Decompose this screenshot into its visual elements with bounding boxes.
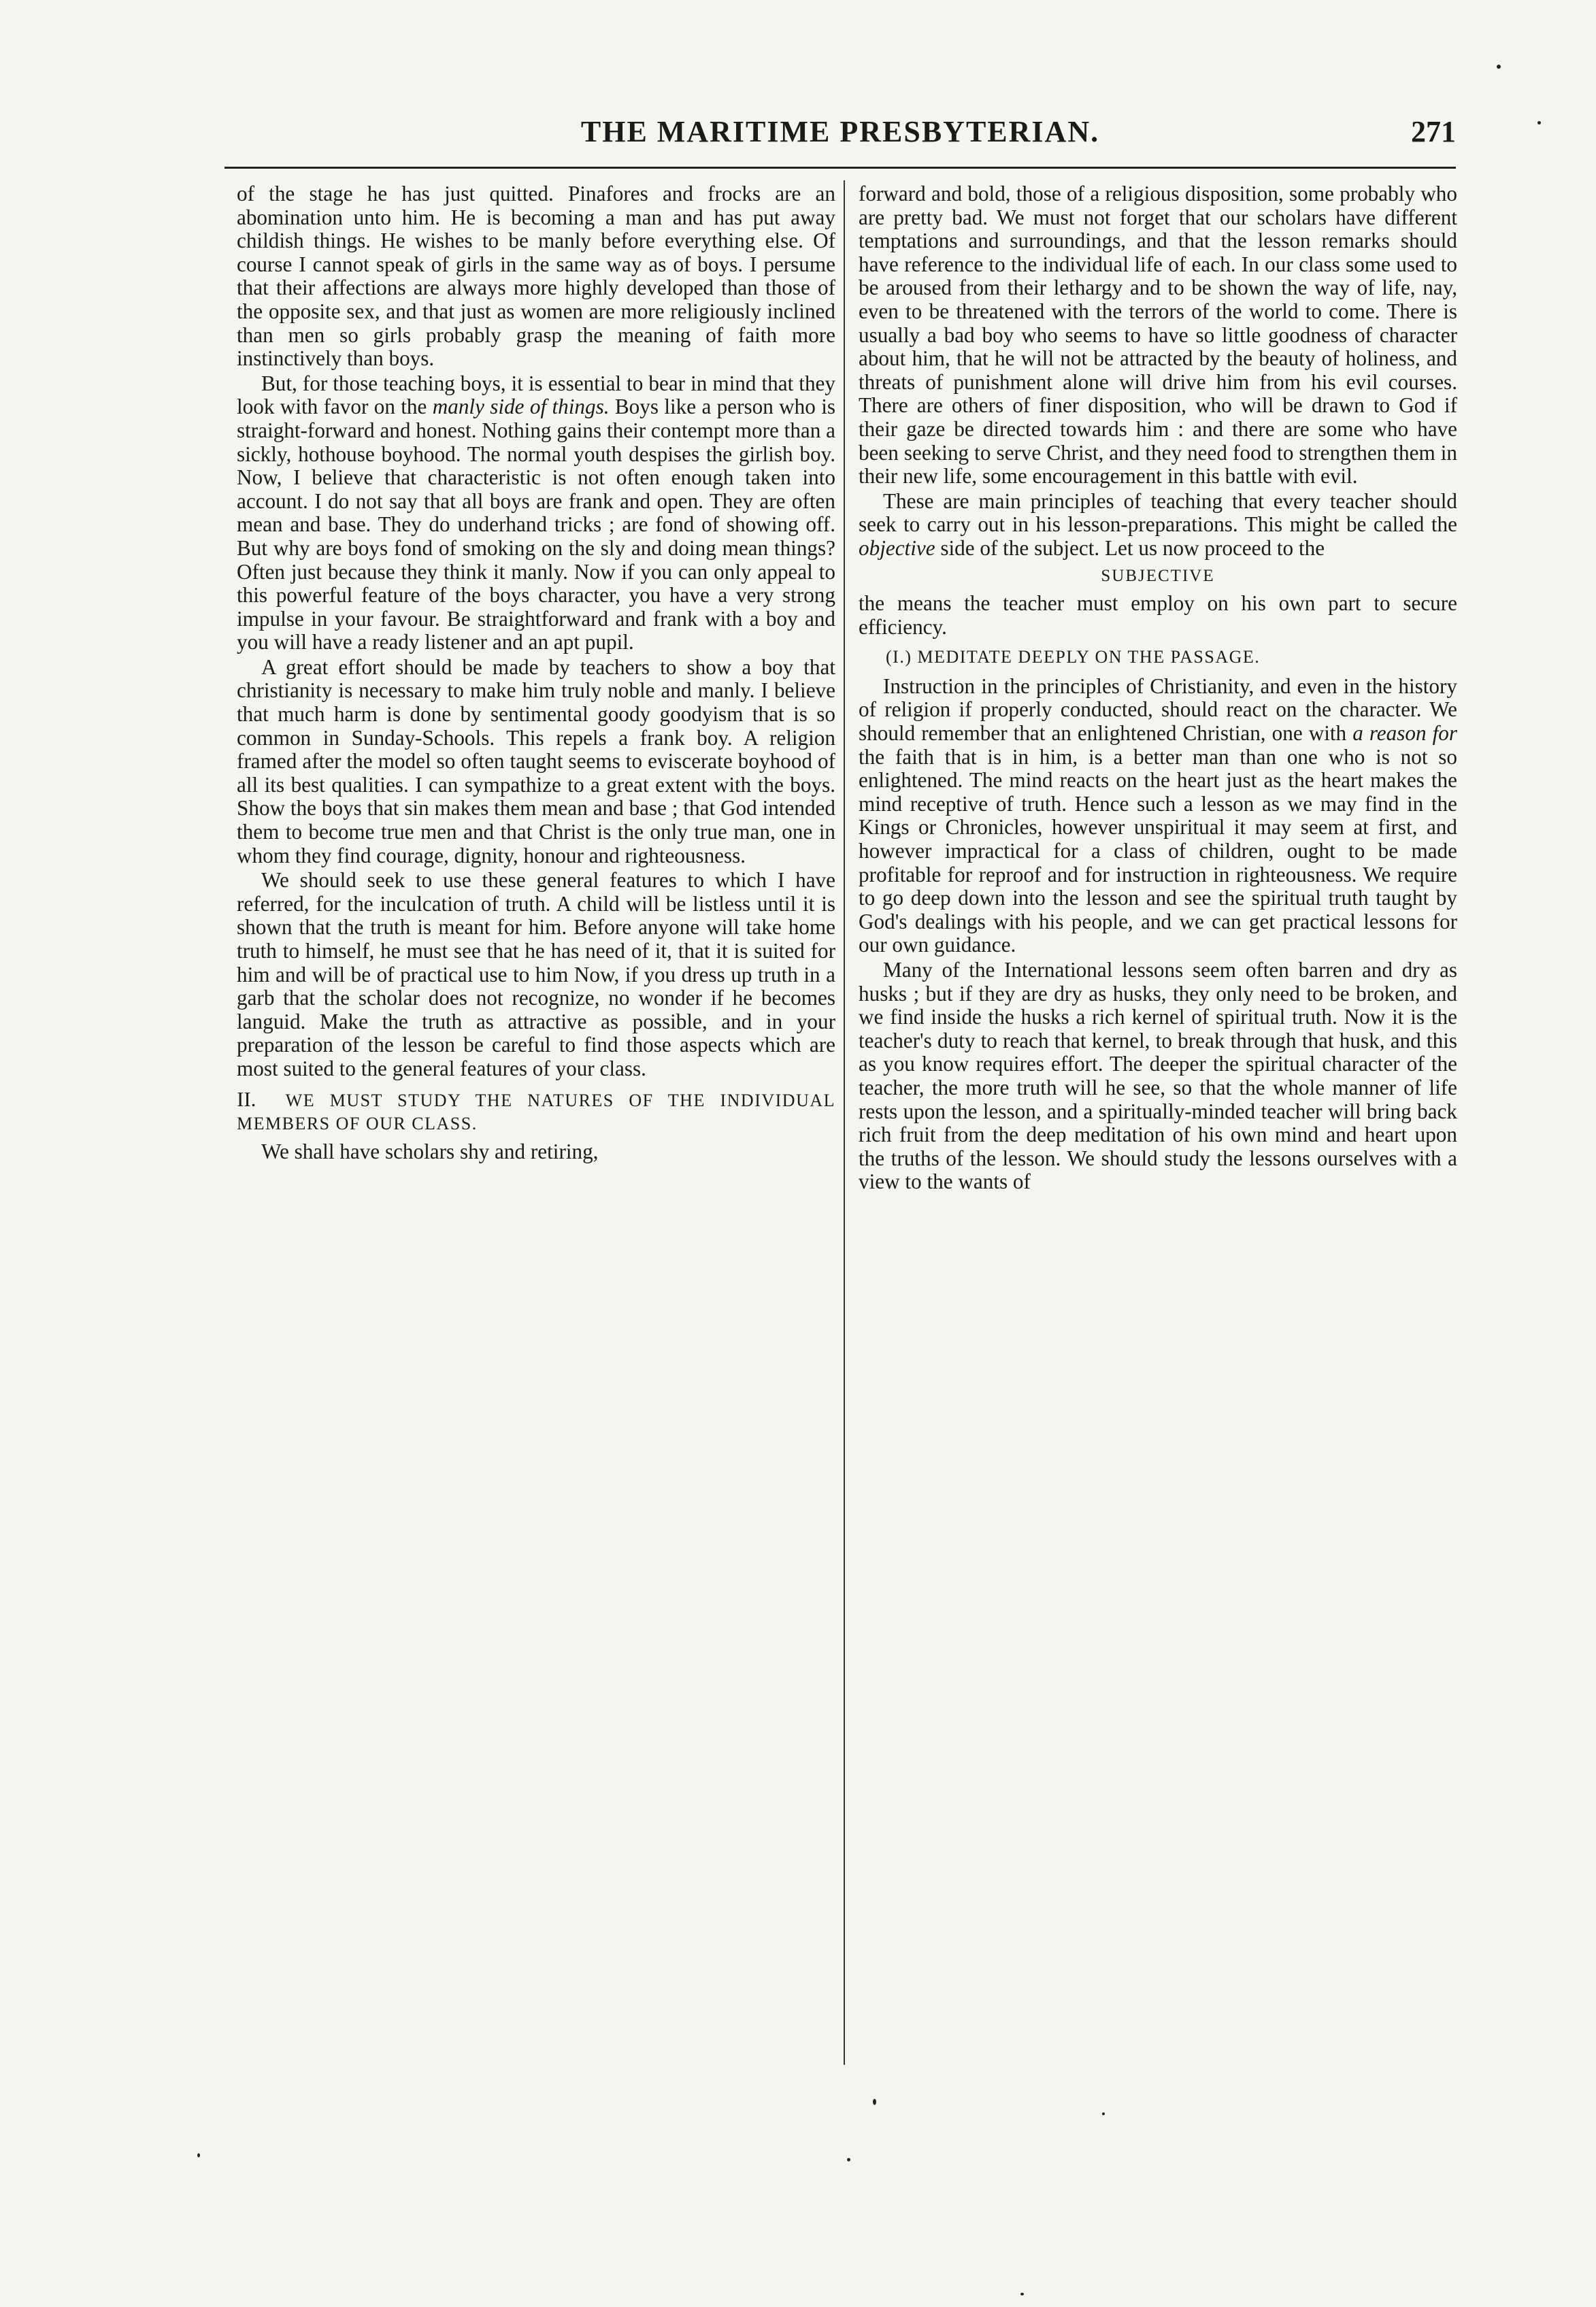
scan-speck [847, 2158, 850, 2161]
paragraph: the means the teacher must employ on his own part to secure efficiency. [859, 591, 1457, 639]
left-column [237, 182, 835, 1165]
right-column [859, 182, 1457, 1195]
paragraph: Many of the International lessons seem often barren and dry as husks ; but if they are dry as husks, they only need to be broken, and we find inside the husks a rich kernel of spiritual truth. Now it is the teacher's duty to reach that kernel, to break through that husk, and this as you know requires effort. The deeper the spiritual character of the teacher, the more truth will he see, so that the whole manner of life rests upon the lesson, and a spiritually-minded teacher will bring back rich fruit from the deep meditation of his own mind and heart upon the truths of the lesson. We should study the lessons ourselves with a view to the wants of [859, 958, 1457, 1194]
subheading: SUBJECTIVE [1101, 566, 1215, 585]
page-number: 271 [1411, 115, 1456, 148]
paragraph [237, 372, 835, 654]
paragraph [859, 675, 1457, 957]
scan-speck [1102, 2112, 1105, 2115]
text-run: side of the subject. Let us now proceed to the [935, 535, 1325, 560]
paragraph: of the stage he has just quitted. Pinafores and frocks are an abomination unto him. He is becoming a man and has put away childish things. He wishes to be manly before everything else. Of course I cannot speak of girls in the same way as of boys. I persume that their affections are always more highly developed than those of the opposite sex, and that just as women are more religiously inclined than men so girls probably grasp the meaning of faith more instinctively than boys. [237, 182, 835, 371]
paragraph: A great effort should be made by teachers to show a boy that christianity is necessary to make him truly noble and manly. I believe that much harm is done by sentimental goody goodyism that is so common in Sunday-Schools. This repels a frank boy. A religion framed after the model so often taught seems to eviscerate boyhood of all its best qualities. I can sympathize to a great extent with the boys. Show the boys that sin makes them mean and base ; that God intended them to become true men and that Christ is the only true man, one in whom they find courage, dignity, honour and righteousness. [237, 654, 835, 867]
text-run: the faith that is in him, is a better man than one who is not so enlightened. The mind reacts on the heart just as the heart makes the mind receptive of truth. Hence such a lesson as we may find in the Kings or Chronicles, however unspiritual it may seem at first, and however impractical for a class of children, ought to be made profitable for reproof and for instruction in righteousness. We require to go deep down into the lesson and see the spiritual truth taught by God's dealings with his people, and we can get practical lessons for our own guidance. [859, 744, 1457, 957]
scan-speck [1537, 121, 1541, 125]
text-run: Instruction in the principles of Christianity, and even in the history of religion if properly conducted, should react on the character. We should remember that an enlightened Christian, one with [859, 674, 1457, 746]
paragraph: We should seek to use these general features to which I have referred, for the inculcation of truth. A child will be listless until it is shown that the truth is meant for him. Before anyone will take home truth to himself, he must see that he has need of it, that it is suited for him and will be of practical use to him Now, if you dress up truth in a garb that the scholar does not recognize, no wonder if he becomes languid. Make the truth as attractive as possible, and in your preparation of the lesson be careful to find those aspects which are most suited to the general features of your class. [237, 868, 835, 1080]
journal-title: THE MARITIME PRESBYTERIAN. [580, 115, 1100, 148]
paragraph [859, 490, 1457, 561]
header-rule [225, 167, 1456, 169]
text-run: These are main principles of teaching that every teacher should seek to carry out in his lesson-preparations. This might be called the [859, 488, 1457, 537]
scan-speck [873, 2099, 876, 2105]
column-divider [844, 180, 845, 2065]
paragraph: We shall have scholars shy and retiring, [261, 1139, 599, 1163]
section-heading: (I.) MEDITATE DEEPLY ON THE PASSAGE. [886, 647, 1261, 667]
scan-speck [1497, 65, 1501, 69]
section-number: II. [237, 1086, 256, 1111]
section-heading [237, 1088, 835, 1136]
page-header [225, 109, 1456, 163]
text-run: But, for those teaching boys, it is essential to bear in mind that they look with favor on the [237, 371, 835, 419]
italic-text: objective [859, 535, 935, 560]
scan-speck [1020, 2293, 1024, 2295]
italic-text: a reason for [1352, 721, 1458, 746]
italic-text: manly side of things. [432, 395, 610, 419]
text-run: Boys like a person who is straight-forward and honest. Nothing gains their contempt more than a sickly, hothouse boyhood. The normal youth despises the girlish boy. Now, I believe that characteristic is not often enough taken into account. I do not say that all boys are frank and open. They are often mean and base. They do underhand tricks ; are fond of showing off. But why are boys fond of smoking on the sly and doing mean things? Often just because they think it manly. Now if you can only appeal to this powerful feature of the boys character, you have a very strong impulse in your favour. Be straightforward and frank with a boy and you will have a ready listener and an apt pupil. [237, 395, 836, 654]
scan-speck [197, 2153, 200, 2157]
section-heading-text: WE MUST STUDY THE NATURES OF THE INDIVIDUAL MEMBERS OF OUR CLASS. [237, 1090, 835, 1134]
paragraph: forward and bold, those of a religious disposition, some probably who are pretty bad. We must not forget that our scholars have different temptations and surroundings, and that the lesson remarks should have reference to the individual life of each. In our class some used to be aroused from their lethargy and to be shown the way of life, nay, even to be threatened with the terrors of the world to come. There is usually a bad boy who seems to have so little goodness of character about him, that he will not be attracted by the beauty of holiness, and threats of punishment alone will drive him from his evil courses. There are others of finer disposition, who will be drawn to God if their gaze be directed towards him : and there are some who have been seeking to serve Christ, and they need food to strengthen them in their new life, some encouragement in this battle with evil. [859, 182, 1457, 488]
